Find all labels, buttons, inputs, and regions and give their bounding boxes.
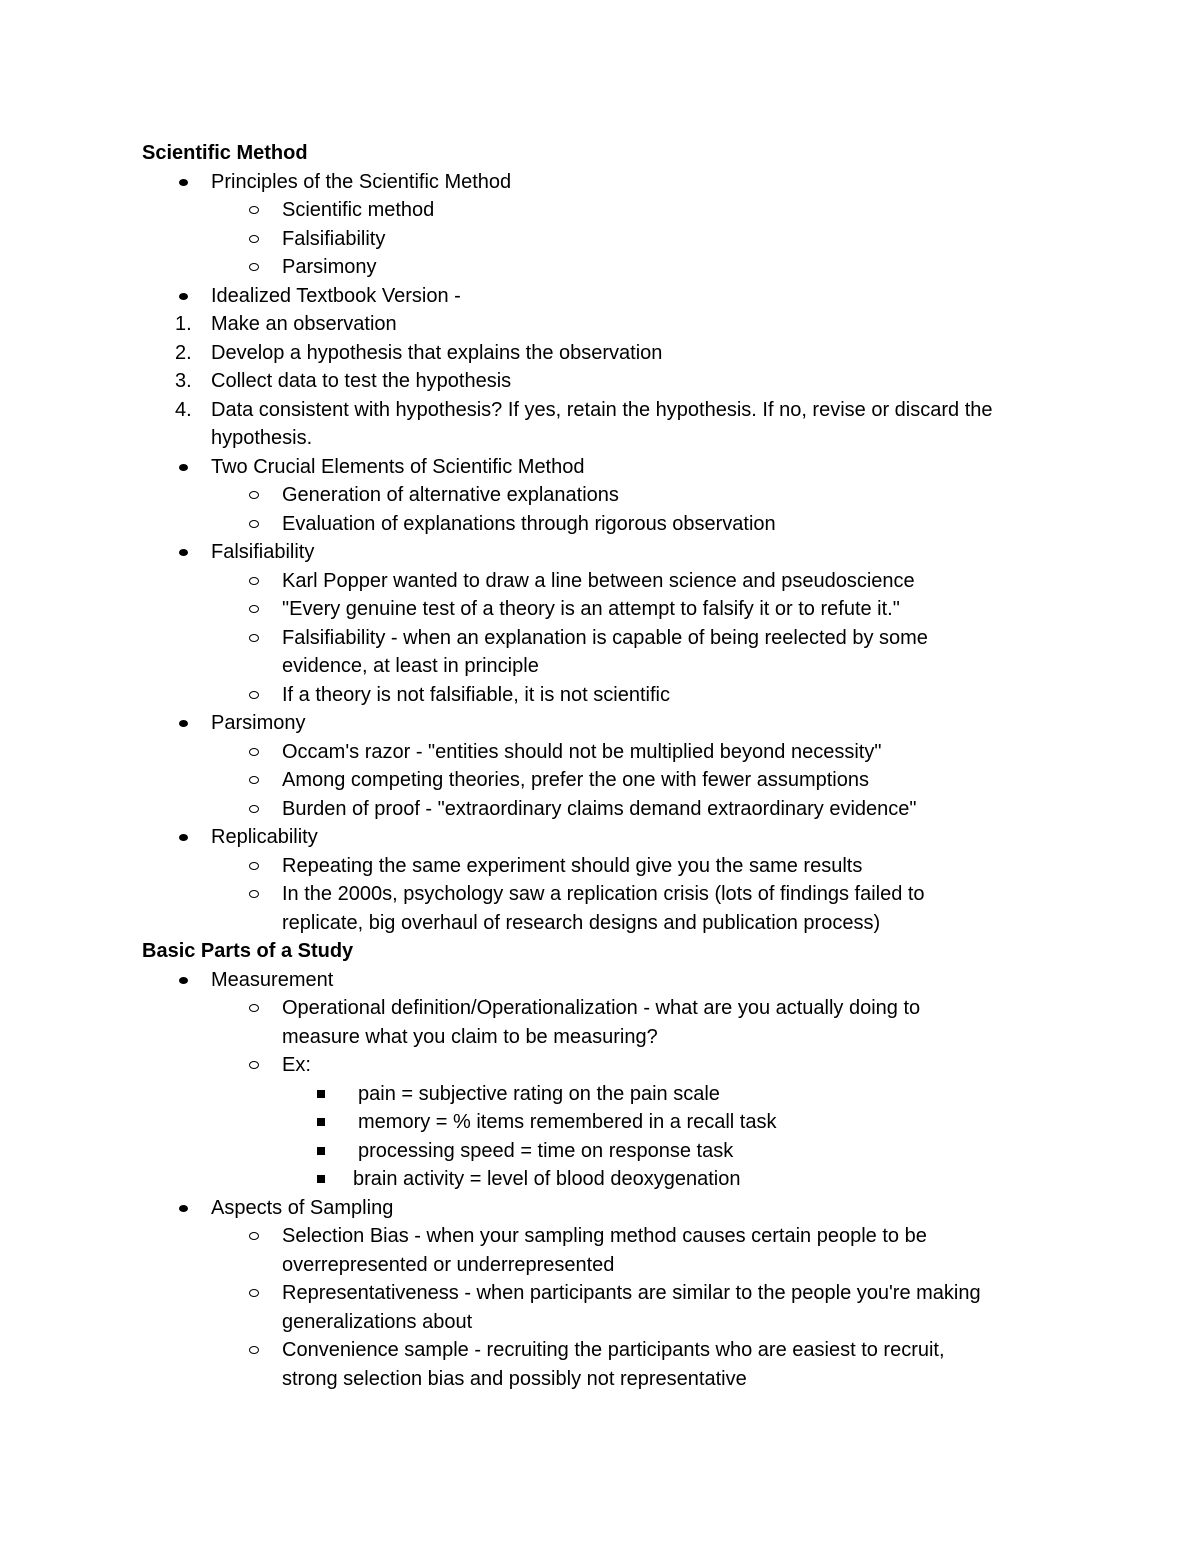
item-text: Scientific method	[282, 199, 435, 221]
item-text: Collect data to test the hypothesis	[211, 370, 512, 392]
bullet-circle-icon	[249, 263, 259, 271]
item-text: Parsimony	[282, 256, 377, 278]
item-text: Falsifiability - when an explanation is capable of being reelected by some	[282, 626, 928, 649]
bullet-dot-icon	[179, 1205, 188, 1212]
continuation-line	[0, 1365, 1200, 1394]
bullet-circle-icon	[249, 577, 259, 585]
sub-bullet-item	[0, 567, 1200, 596]
item-text: Two Crucial Elements of Scientific Method	[211, 455, 585, 478]
item-text: Principles of the Scientific Method	[211, 170, 512, 193]
item-text: evidence, at least in principle	[282, 655, 539, 677]
section-heading: Basic Parts of a Study	[142, 940, 354, 962]
list-number: 1.	[175, 313, 192, 335]
bullet-dot-icon	[179, 293, 188, 300]
sub-sub-bullet-item	[0, 1080, 1200, 1109]
bullet-circle-icon	[249, 1232, 259, 1240]
sub-sub-bullet-item	[0, 1165, 1200, 1194]
sub-bullet-item	[0, 880, 1200, 909]
bullet-circle-icon	[249, 206, 259, 214]
item-text: replicate, big overhaul of research designs and publication process)	[282, 911, 881, 934]
sub-bullet-item	[0, 1279, 1200, 1308]
item-text: Make an observation	[211, 313, 397, 335]
continuation-line	[0, 1308, 1200, 1337]
bullet-item	[0, 966, 1200, 995]
bullet-circle-icon	[249, 805, 259, 813]
item-text: Evaluation of explanations through rigorous observation	[282, 512, 776, 535]
sub-bullet-item	[0, 1051, 1200, 1080]
item-text: pain = subjective rating on the pain scale	[358, 1082, 720, 1105]
bullet-item	[0, 709, 1200, 738]
list-number: 4.	[175, 398, 192, 421]
sub-bullet-item	[0, 595, 1200, 624]
numbered-item	[0, 396, 1200, 425]
bullet-item	[0, 1194, 1200, 1223]
numbered-item	[0, 339, 1200, 368]
bullet-item	[0, 453, 1200, 482]
bullet-circle-icon	[249, 776, 259, 784]
item-text: Measurement	[211, 968, 334, 991]
bullet-circle-icon	[249, 890, 259, 898]
item-text: Aspects of Sampling	[211, 1196, 394, 1219]
bullet-item	[0, 823, 1200, 852]
numbered-item	[0, 367, 1200, 396]
sub-bullet-item	[0, 196, 1200, 225]
bullet-circle-icon	[249, 520, 259, 528]
item-text: Selection Bias - when your sampling method causes certain people to be	[282, 1225, 927, 1247]
item-text: Repeating the same experiment should give you the same results	[282, 854, 863, 877]
bullet-item	[0, 538, 1200, 567]
numbered-item	[0, 310, 1200, 339]
item-text: Convenience sample - recruiting the participants who are easiest to recruit,	[282, 1339, 945, 1361]
sub-bullet-item	[0, 795, 1200, 824]
sub-bullet-item	[0, 510, 1200, 539]
item-text: strong selection bias and possibly not representative	[282, 1367, 747, 1390]
item-text: Occam's razor - "entities should not be multiplied beyond necessity"	[282, 740, 882, 763]
bullet-dot-icon	[179, 834, 188, 841]
item-text: memory = % items remembered in a recall task	[358, 1111, 777, 1133]
item-text: "Every genuine test of a theory is an attempt to falsify it or to refute it."	[282, 598, 900, 620]
bullet-square-icon	[317, 1090, 325, 1098]
sub-bullet-item	[0, 852, 1200, 881]
bullet-circle-icon	[249, 862, 259, 870]
item-text: Data consistent with hypothesis? If yes, retain the hypothesis. If no, revise or discard the	[211, 398, 993, 421]
sub-bullet-item	[0, 766, 1200, 795]
bullet-square-icon	[317, 1175, 325, 1183]
sub-bullet-item	[0, 1222, 1200, 1251]
bullet-dot-icon	[179, 977, 188, 984]
bullet-dot-icon	[179, 720, 188, 727]
bullet-circle-icon	[249, 235, 259, 243]
item-text: Generation of alternative explanations	[282, 484, 619, 506]
item-text: Ex:	[282, 1054, 311, 1076]
bullet-circle-icon	[249, 1289, 259, 1297]
list-number: 3.	[175, 370, 192, 392]
bullet-dot-icon	[179, 549, 188, 556]
bullet-item	[0, 282, 1200, 311]
sub-sub-bullet-item	[0, 1137, 1200, 1166]
bullet-square-icon	[317, 1147, 325, 1155]
item-text: Replicability	[211, 826, 318, 848]
sub-bullet-item	[0, 1336, 1200, 1365]
sub-sub-bullet-item	[0, 1108, 1200, 1137]
bullet-circle-icon	[249, 634, 259, 642]
item-text: Burden of proof - "extraordinary claims demand extraordinary evidence"	[282, 797, 917, 820]
list-number: 2.	[175, 341, 192, 364]
bullet-circle-icon	[249, 1004, 259, 1012]
continuation-line	[0, 424, 1200, 453]
item-text: Karl Popper wanted to draw a line between science and pseudoscience	[282, 569, 915, 592]
continuation-line	[0, 652, 1200, 681]
item-text: Parsimony	[211, 712, 306, 734]
continuation-line	[0, 909, 1200, 938]
continuation-line	[0, 1023, 1200, 1052]
item-text: Falsifiability	[282, 227, 386, 250]
item-text: In the 2000s, psychology saw a replication crisis (lots of findings failed to	[282, 883, 925, 905]
sub-bullet-item	[0, 253, 1200, 282]
item-text: Develop a hypothesis that explains the observation	[211, 341, 663, 364]
bullet-circle-icon	[249, 748, 259, 756]
section-heading: Scientific Method	[142, 142, 308, 164]
item-text: hypothesis.	[211, 427, 313, 449]
bullet-circle-icon	[249, 491, 259, 499]
bullet-circle-icon	[249, 691, 259, 699]
item-text: brain activity = level of blood deoxygenation	[353, 1168, 741, 1190]
sub-bullet-item	[0, 225, 1200, 254]
item-text: overrepresented or underrepresented	[282, 1253, 615, 1276]
item-text: generalizations about	[282, 1310, 473, 1333]
continuation-line	[0, 1251, 1200, 1280]
item-text: measure what you claim to be measuring?	[282, 1025, 658, 1048]
sub-bullet-item	[0, 681, 1200, 710]
item-text: Representativeness - when participants are similar to the people you're making	[282, 1282, 981, 1304]
sub-bullet-item	[0, 481, 1200, 510]
bullet-dot-icon	[179, 464, 188, 471]
sub-bullet-item	[0, 624, 1200, 653]
sub-bullet-item	[0, 738, 1200, 767]
bullet-circle-icon	[249, 1061, 259, 1069]
item-text: Operational definition/Operationalization - what are you actually doing to	[282, 997, 921, 1019]
item-text: If a theory is not falsifiable, it is not scientific	[282, 683, 670, 706]
item-text: Idealized Textbook Version -	[211, 284, 461, 307]
bullet-dot-icon	[179, 179, 188, 186]
bullet-square-icon	[317, 1118, 325, 1126]
item-text: Among competing theories, prefer the one with fewer assumptions	[282, 769, 869, 791]
sub-bullet-item	[0, 994, 1200, 1023]
bullet-circle-icon	[249, 605, 259, 613]
document-page	[0, 139, 1200, 1393]
item-text: processing speed = time on response task	[358, 1139, 734, 1162]
item-text: Falsifiability	[211, 541, 315, 563]
bullet-circle-icon	[249, 1346, 259, 1354]
bullet-item	[0, 168, 1200, 197]
